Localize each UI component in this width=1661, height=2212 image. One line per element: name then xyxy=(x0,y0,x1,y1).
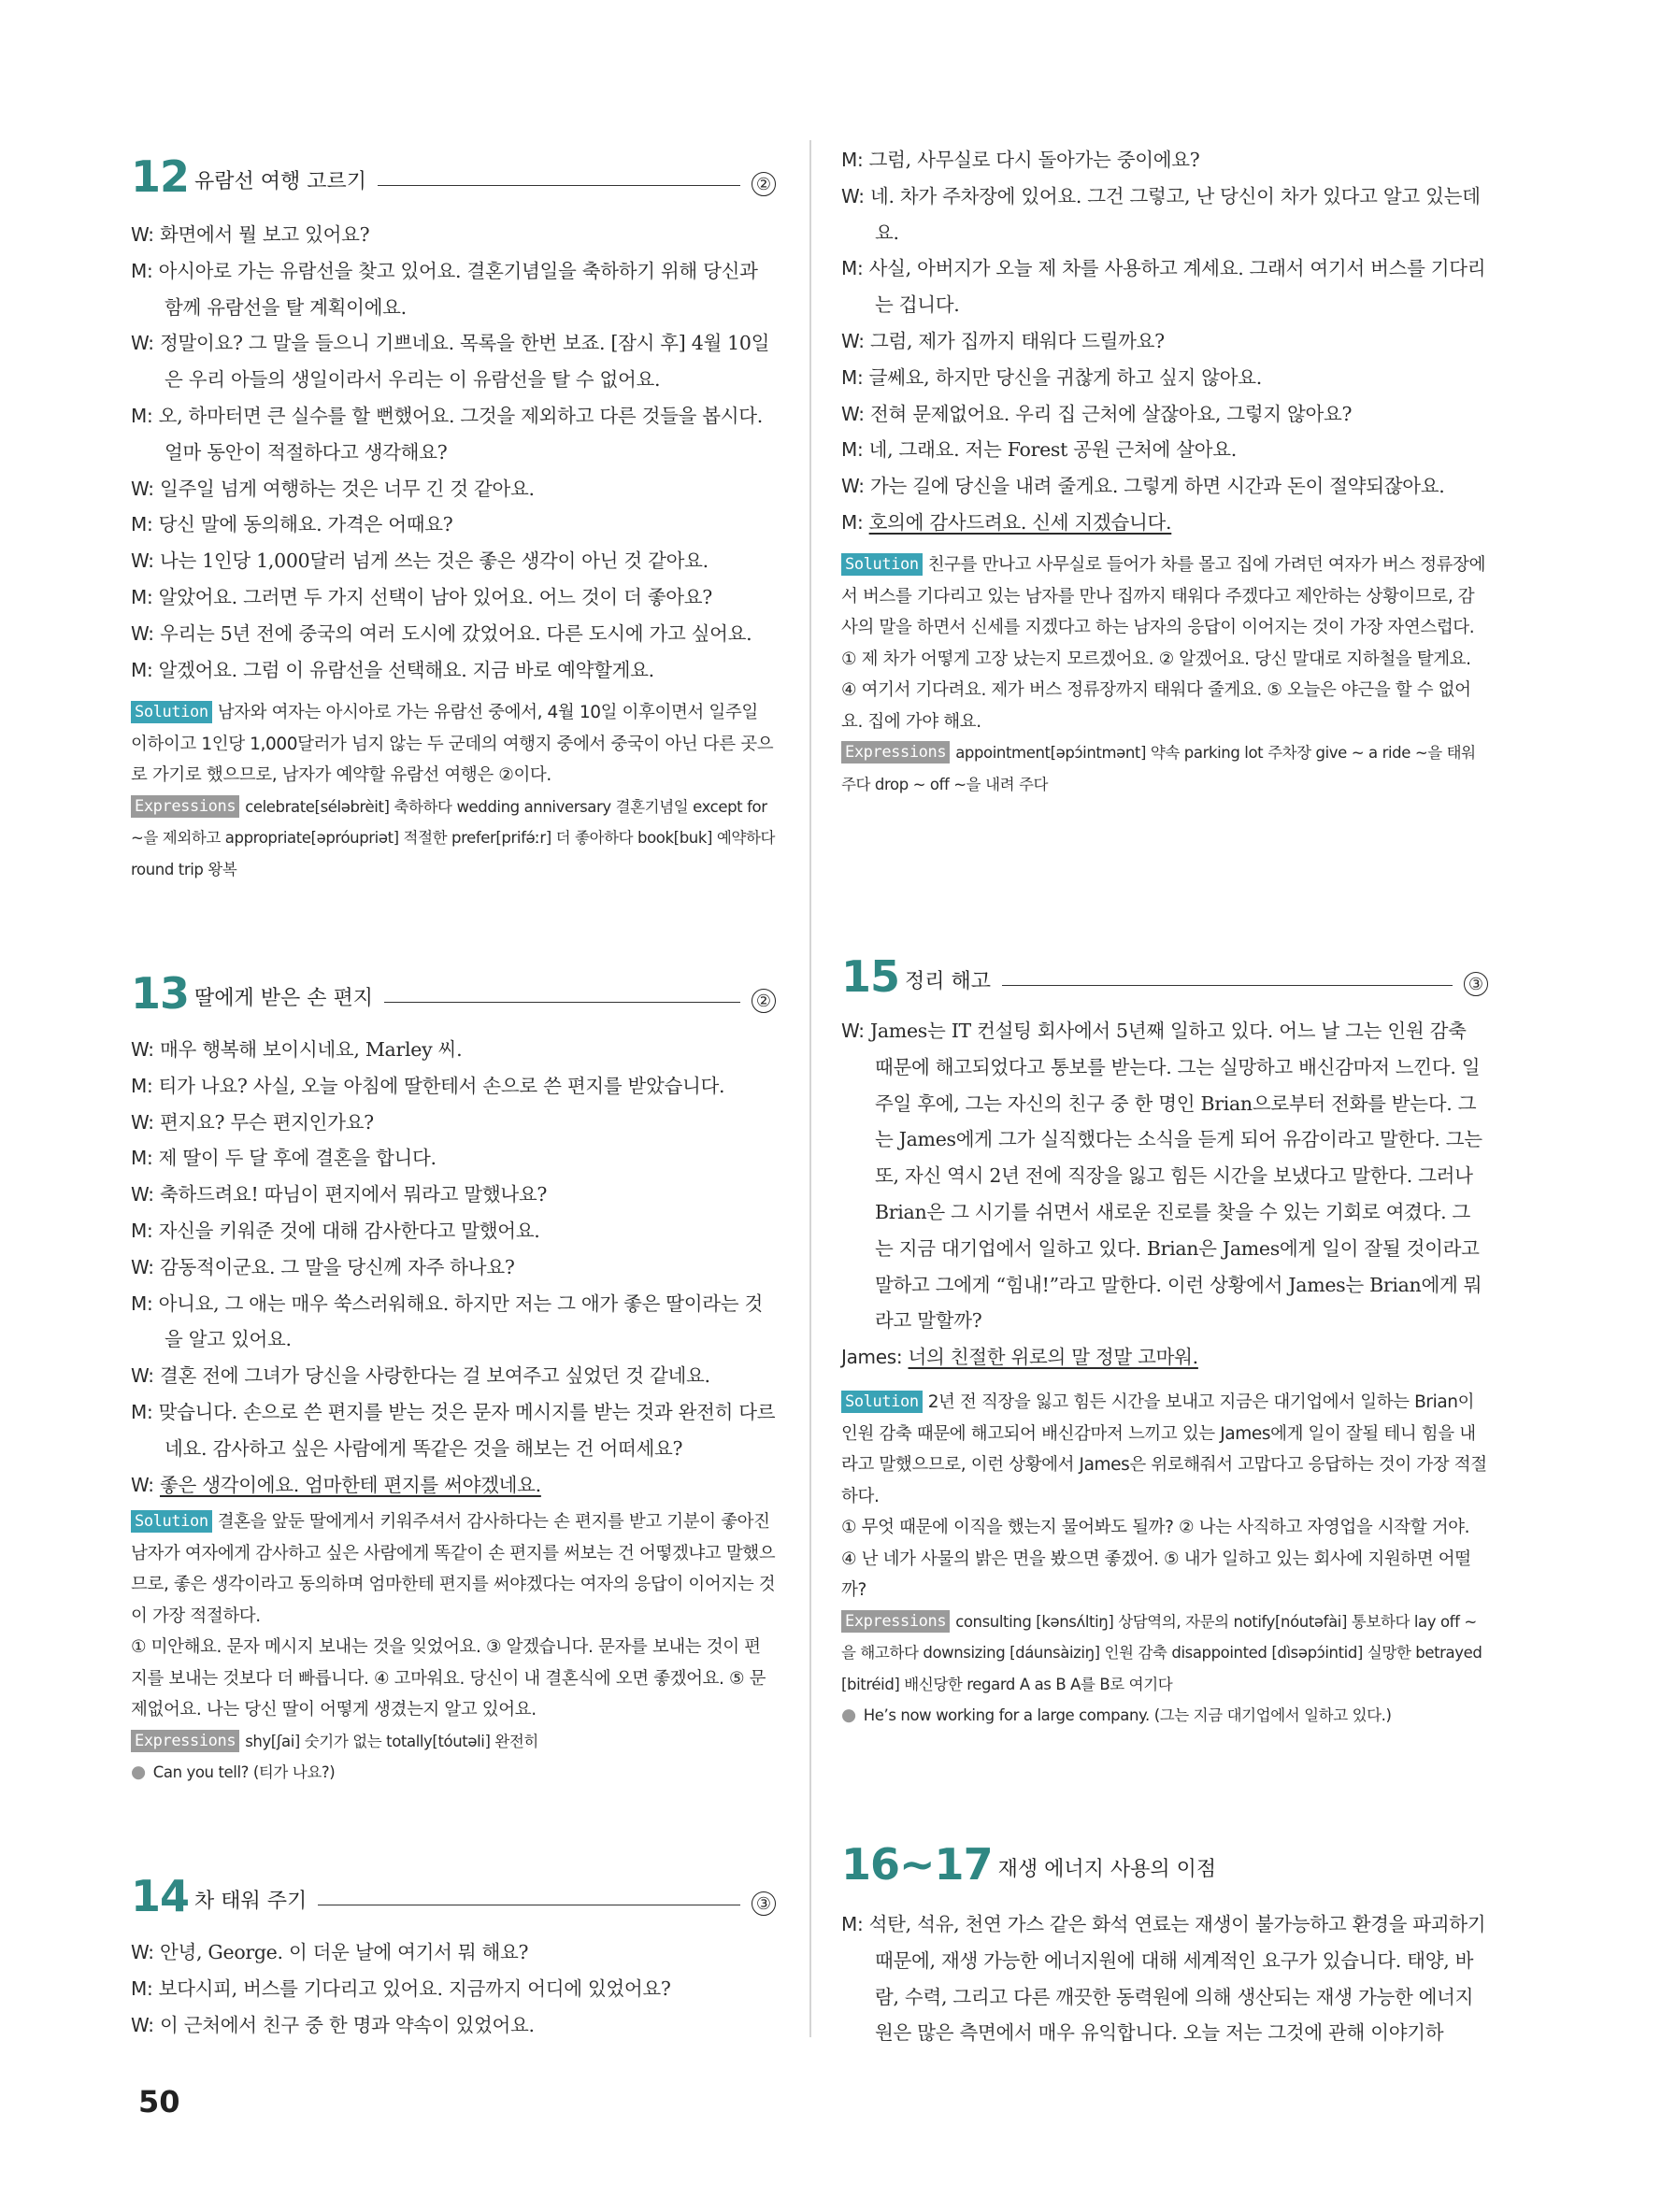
section-12-notes xyxy=(131,697,776,885)
dialogue-line: W: 감동적이군요. 그 말을 당신께 자주 하나요? xyxy=(131,1255,515,1278)
answer-badge: ② xyxy=(752,989,776,1013)
dialogue-line: M: 석탄, 석유, 천연 가스 같은 화석 연료는 재생이 불가능하고 환경을 파괴하기 때문에, 재생 가능한 에너지원에 대해 세계적인 요구가 있습니다. 태양, 바람, 수력, 그리고 다른 깨끗한 동력원에 의해 생산되는 재생 가능한 에너지원은 많은 측면에서 매우 유익합니다. 오늘 저는 그것에 관해 이야기하 xyxy=(841,1913,1486,2045)
options-paragraph: ① 제 차가 어떻게 고장 났는지 모르겠어요. ② 알겠어요. 당신 말대로 지하철을 탈게요. ④ 여기서 기다려요. 제가 버스 정류장까지 태워다 줄게요. ⑤ 오늘은 야근을 할 수 없어요. 집에 가야 해요. xyxy=(841,649,1471,732)
column-divider xyxy=(809,140,811,2037)
dialogue-line: W: 전혀 문제없어요. 우리 집 근처에 살잖아요, 그렇지 않아요? xyxy=(841,402,1353,425)
page-number: 50 xyxy=(138,2084,180,2119)
section-title: 딸에게 받은 손 편지 xyxy=(194,987,374,1010)
solution-paragraph: Solution 남자와 여자는 아시아로 가는 유람선 중에서, 4월 10일 이후이면서 일주일 이하이고 1인당 1,000달러가 넘지 않는 두 군데의 여행지 중에서 중국이 아닌 다른 곳으로 가기로 했으므로, 남자가 예약할 유람선 여행은 ②이다. xyxy=(131,703,774,785)
dialogue-line: W: 나는 1인당 1,000달러 넘게 쓰는 것은 좋은 생각이 아닌 것 같아요. xyxy=(131,549,709,573)
dialogue-line: W: 안녕, George. 이 더운 날에 여기서 뭐 해요? xyxy=(131,1941,529,1963)
dialogue-line: W: 정말이요? 그 말을 들으니 기쁘네요. 목록을 한번 보죠. [잠시 후] 4월 10일은 우리 아들의 생일이라서 우리는 이 유람선을 탈 수 없어요. xyxy=(131,332,770,392)
solution-paragraph: Solution 친구를 만나고 사무실로 들어가 차를 몰고 집에 가려던 여자가 버스 정류장에서 버스를 기다리고 있는 남자를 만나 집까지 태워다 주겠다고 제안하는 상황이므로, 감사의 말을 하면서 신세를 지겠다고 하는 남자의 응답이 이어지는 것이 가장 자연스럽다. xyxy=(841,555,1486,637)
dialogue-line: M: 알았어요. 그러면 두 가지 선택이 남아 있어요. 어느 것이 더 좋아요? xyxy=(131,585,712,608)
dialogue-line: W: 우리는 5년 전에 중국의 여러 도시에 갔었어요. 다른 도시에 가고 싶어요. xyxy=(131,621,752,645)
dialogue-line: W: 네. 차가 주차장에 있어요. 그건 그렇고, 난 당신이 차가 있다고 알고 있는데요. xyxy=(841,184,1481,244)
solution-tag: Solution xyxy=(131,701,212,723)
solution-tag: Solution xyxy=(841,1391,923,1413)
options-paragraph: ① 미안해요. 문자 메시지 보내는 것을 잊었어요. ③ 알겠습니다. 문자를 보내는 것이 편지를 보내는 것보다 더 빠릅니다. ④ 고마워요. 당신이 내 결혼식에 오면 좋겠어요. ⑤ 문제없어요. 나는 당신 딸이 어떻게 생겼는지 알고 있어요. xyxy=(131,1637,766,1720)
bullet-icon: ● xyxy=(841,1705,856,1725)
expressions-tag: Expressions xyxy=(841,1610,950,1633)
section-title: 정리 해고 xyxy=(905,970,992,993)
bullet-note: ● Can you tell? (티가 나요?) xyxy=(131,1762,336,1782)
section-title: 재생 에너지 사용의 이점 xyxy=(997,1858,1217,1881)
options-paragraph: ① 무엇 때문에 이직을 했는지 물어봐도 될까? ② 나는 사직하고 자영업을 시작할 거야. ④ 난 네가 사물의 밝은 면을 봤으면 좋겠어. ⑤ 내가 일하고 있는 회사에 지원하면 어떨까? xyxy=(841,1518,1471,1600)
expressions-tag: Expressions xyxy=(131,1730,239,1752)
dialogue-line: W: 이 근처에서 친구 중 한 명과 약속이 있었어요. xyxy=(131,2013,535,2036)
solution-tag: Solution xyxy=(131,1510,212,1533)
header-rule xyxy=(378,185,740,186)
expressions-paragraph: Expressions consulting [kənsʌ́ltiŋ] 상담역의, 자문의 notify[nóutəfài] 통보하다 lay off ~을 해고하다 downsizing [dáunsàiziŋ] 인원 감축 disappointed [dìsəpɔ́intid] 실망한 betrayed [bitréid] 배신당한 regard A as B A를 B로 여기다 xyxy=(841,1611,1482,1693)
section-13-header xyxy=(131,963,776,1019)
solution-tag: Solution xyxy=(841,553,923,576)
dialogue-line: W: 가는 길에 당신을 내려 줄게요. 그렇게 하면 시간과 돈이 절약되잖아요. xyxy=(841,475,1445,498)
dialogue-line: M: 제 딸이 두 달 후에 결혼을 합니다. xyxy=(131,1147,437,1170)
solution-paragraph: Solution 결혼을 앞둔 딸에게서 키워주셔서 감사하다는 손 편지를 받고 기분이 좋아진 남자가 여자에게 감사하고 싶은 사람에게 똑같이 손 편지를 써보는 건 어떻겠냐고 말했으므로, 좋은 생각이라고 동의하며 엄마한테 편지를 써야겠다는 여자의 응답이 이어지는 것이 가장 적절하다. xyxy=(131,1512,776,1626)
dialogue-line: M: 티가 나요? 사실, 오늘 아침에 딸한테서 손으로 쓴 편지를 받았습니다. xyxy=(131,1074,725,1097)
section-15-dialogue xyxy=(841,1013,1488,1376)
section-14-dialogue xyxy=(131,1934,776,2043)
section-15-header xyxy=(841,946,1488,1002)
header-rule xyxy=(384,1002,740,1003)
dialogue-line: M: 자신을 키워준 것에 대해 감사한다고 말했어요. xyxy=(131,1219,540,1242)
expressions-tag: Expressions xyxy=(841,741,950,763)
dialogue-line: M: 알겠어요. 그럼 이 유람선을 선택해요. 지금 바로 예약할게요. xyxy=(131,658,654,681)
expressions-paragraph: Expressions shy[ʃai] 숫기가 없는 totally[tóutəli] 완전히 xyxy=(131,1726,776,1758)
solution-paragraph: Solution 2년 전 직장을 잃고 힘든 시간을 보내고 지금은 대기업에서 일하는 Brian이 인원 감축 때문에 해고되어 배신감마저 느끼고 있는 James에게 일이 잘될 테니 힘을 내라고 말했으므로, 이런 상황에서 James은 위로해줘서 고맙다고 응답하는 것이 가장 적절하다. xyxy=(841,1392,1487,1506)
dialogue-line: M: 사실, 아버지가 오늘 제 차를 사용하고 계세요. 그래서 여기서 버스를 기다리는 겁니다. xyxy=(841,257,1486,317)
bullet-icon: ● xyxy=(131,1762,146,1782)
expressions-paragraph: Expressions celebrate[séləbrèit] 축하하다 wedding anniversary 결혼기념일 except for ~을 제외하고 appropriate[əpróupriət] 적절한 prefer[prifə́ːr] 더 좋아하다 book[buk] 예약하다 round trip 왕복 xyxy=(131,796,776,878)
answer-line: James: 너의 친절한 위로의 말 정말 고마워. xyxy=(841,1346,1198,1369)
bullet-note: ● He’s now working for a large company. (그는 지금 대기업에서 일하고 있다.) xyxy=(841,1705,1392,1725)
dialogue-line: M: 글쎄요, 하지만 당신을 귀찮게 하고 싶지 않아요. xyxy=(841,365,1262,389)
section-14-dialogue-continued xyxy=(841,142,1488,541)
section-number: 16~17 xyxy=(841,1839,993,1890)
dialogue-line: M: 맞습니다. 손으로 쓴 편지를 받는 것은 문자 메시지를 받는 것과 완전히 다르네요. 감사하고 싶은 사람에게 똑같은 것을 해보는 건 어떠세요? xyxy=(131,1400,776,1460)
dialogue-line: W: 편지요? 무슨 편지인가요? xyxy=(131,1110,374,1134)
section-13-notes xyxy=(131,1506,776,1789)
dialogue-line: M: 네, 그래요. 저는 Forest 공원 근처에 살아요. xyxy=(841,438,1237,462)
expressions-paragraph: Expressions appointment[əpɔ́intmənt] 약속 parking lot 주차장 give ~ a ride ~을 태워 주다 drop ~ off ~을 내려 주다 xyxy=(841,743,1476,793)
section-title: 유람선 여행 고르기 xyxy=(194,170,367,193)
section-14-header xyxy=(131,1865,776,1921)
dialogue-line: W: 축하드려요! 따님이 편지에서 뭐라고 말했나요? xyxy=(131,1183,548,1206)
section-number: 12 xyxy=(131,151,190,202)
section-12-header xyxy=(131,146,776,202)
dialogue-line: M: 오, 하마터면 큰 실수를 할 뻔했어요. 그것을 제외하고 다른 것들을 봅시다. 얼마 동안이 적절하다고 생각해요? xyxy=(131,404,764,464)
dialogue-line: M: 그럼, 사무실로 다시 돌아가는 중이에요? xyxy=(841,149,1200,171)
dialogue-line: W: 결혼 전에 그녀가 당신을 사랑한다는 걸 보여주고 싶었던 것 같네요. xyxy=(131,1364,710,1388)
dialogue-line: W: 일주일 넘게 여행하는 것은 너무 긴 것 같아요. xyxy=(131,477,535,500)
narration-line: W: James는 IT 컨설팅 회사에서 5년째 일하고 있다. 어느 날 그는 인원 감축 때문에 해고되었다고 통보를 받는다. 그는 실망하고 배신감마저 느낀다. 일주일 후에, 그는 자신의 친구 중 한 명인 Brian으로부터 전화를 받는다. 그는 James에게 그가 실직했다는 소식을 듣게 되어 유감이라고 말한다. 그는 또, 자신 역시 2년 전에 직장을 잃고 힘든 시간을 보냈다고 말한다. 그러나 Brian은 그 시기를 쉬면서 새로운 진로를 찾을 수 있는 기회로 여겼다. 그는 지금 대기업에서 일하고 있다. Brian은 James에게 일이 잘될 것이라고 말하고 그에게 “힘내!”라고 말한다. 이런 상황에서 James는 Brian에게 뭐라고 말할까? xyxy=(841,1020,1482,1333)
section-number: 14 xyxy=(131,1871,190,1921)
section-14-notes xyxy=(841,549,1488,800)
section-title: 차 태워 주기 xyxy=(194,1890,308,1913)
dialogue-line: W: 그럼, 제가 집까지 태워다 드릴까요? xyxy=(841,329,1165,352)
section-16-17-dialogue xyxy=(841,1906,1488,2051)
header-rule xyxy=(1002,985,1453,986)
section-15-notes xyxy=(841,1387,1488,1732)
section-number: 15 xyxy=(841,951,900,1002)
dialogue-line: M: 보다시피, 버스를 기다리고 있어요. 지금까지 어디에 있었어요? xyxy=(131,1977,671,2000)
section-12-dialogue xyxy=(131,217,776,688)
dialogue-line: M: 아니요, 그 애는 매우 쑥스러워해요. 하지만 저는 그 애가 좋은 딸이라는 것을 알고 있어요. xyxy=(131,1292,764,1351)
answer-badge: ③ xyxy=(752,1891,776,1916)
section-16-17-header xyxy=(841,1834,1488,1890)
dialogue-line: M: 당신 말에 동의해요. 가격은 어때요? xyxy=(131,513,453,536)
answer-badge: ③ xyxy=(1464,972,1488,996)
section-13-dialogue xyxy=(131,1032,776,1503)
dialogue-line: W: 매우 행복해 보이시네요, Marley 씨. xyxy=(131,1038,463,1061)
dialogue-line: M: 아시아로 가는 유람선을 찾고 있어요. 결혼기념일을 축하하기 위해 당신과 함께 유람선을 탈 계획이에요. xyxy=(131,259,758,319)
dialogue-line: W: 화면에서 뭘 보고 있어요? xyxy=(131,223,370,246)
answer-line: M: 호의에 감사드려요. 신세 지겠습니다. xyxy=(841,510,1172,534)
expressions-tag: Expressions xyxy=(131,795,239,818)
answer-line: W: 좋은 생각이에요. 엄마한테 편지를 써야겠네요. xyxy=(131,1473,541,1496)
section-number: 13 xyxy=(131,968,190,1019)
answer-badge: ② xyxy=(752,172,776,196)
